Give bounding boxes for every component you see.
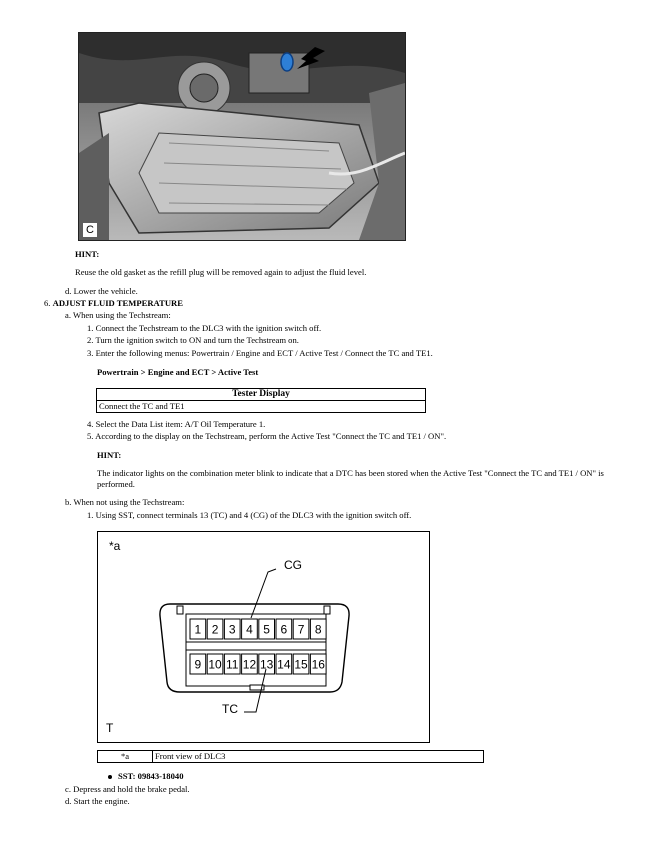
table-cell: Connect the TC and TE1: [97, 401, 426, 413]
engine-illustration: [79, 33, 405, 240]
bottom-pin-label: 16: [311, 657, 325, 672]
step-1: 1. Connect the Techstream to the DLC3 with the ignition switch off.: [87, 323, 322, 333]
engine-photo: [78, 32, 406, 241]
step-2: 2. Turn the ignition switch to ON and turn the Techstream on.: [87, 335, 299, 345]
step-lower-vehicle: d. Lower the vehicle.: [65, 286, 138, 296]
hint-text-2-line1: The indicator lights on the combination meter blink to indicate that a DTC has been stored when the Active Test "Connect the TC and TE1 / ON" is: [97, 468, 604, 478]
cg-label: CG: [284, 558, 302, 572]
step-brake: c. Depress and hold the brake pedal.: [65, 784, 190, 794]
caption-value: Front view of DLC3: [153, 751, 484, 763]
diagram-corner-letter: T: [106, 721, 114, 735]
photo-label: C: [83, 223, 97, 237]
top-pin-label: 5: [263, 622, 270, 637]
dlc3-diagram: [97, 531, 430, 743]
tester-display-table: [96, 388, 426, 413]
tc-label: TC: [222, 702, 238, 716]
bottom-pin-label: 15: [294, 657, 308, 672]
diagram-corner-label: *a: [109, 539, 121, 553]
step-start-engine: d. Start the engine.: [65, 796, 130, 806]
connector-tab: [177, 606, 183, 614]
hint-label-2: HINT:: [97, 450, 122, 460]
top-pin-label: 3: [228, 622, 236, 637]
step-4: 4. Select the Data List item: A/T Oil Temperature 1.: [87, 419, 266, 429]
connector-divider: [186, 642, 326, 650]
caption-table: [97, 750, 484, 763]
bottom-pin-label: 9: [194, 657, 202, 672]
step-5: 5. According to the display on the Techstream, perform the Active Test "Connect the TC and TE1 / ON".: [87, 431, 447, 441]
top-pin-label: 1: [194, 622, 202, 637]
menu-path: Powertrain > Engine and ECT > Active Test: [97, 367, 259, 377]
bottom-pin-label: 10: [208, 657, 222, 672]
connector-tab: [324, 606, 330, 614]
hint-text: Reuse the old gasket as the refill plug will be removed again to adjust the fluid level.: [75, 267, 367, 277]
sst-item: [108, 772, 184, 782]
bullet-icon: [108, 775, 112, 779]
step-b1: 1. Using SST, connect terminals 13 (TC) and 4 (CG) of the DLC3 with the ignition switch off.: [87, 510, 412, 520]
substep-b-label: b. When not using the Techstream:: [65, 497, 185, 507]
top-pin-label: 2: [211, 622, 219, 637]
top-pin-label: 8: [314, 622, 322, 637]
connector-drawing: [98, 532, 429, 742]
hint-label: HINT:: [75, 249, 100, 259]
top-pin-label: 7: [297, 622, 305, 637]
sst-text: SST: 09843-18040: [118, 771, 184, 781]
section-heading: [44, 299, 183, 309]
top-pin-label: 6: [280, 622, 288, 637]
caption-key: *a: [98, 751, 153, 763]
bottom-pin-label: 13: [259, 657, 274, 672]
section-title: ADJUST FLUID TEMPERATURE: [52, 298, 183, 308]
refill-plug-marker: [281, 53, 293, 71]
substep-a-label: a. When using the Techstream:: [65, 310, 171, 320]
bottom-pin-label: 14: [277, 657, 291, 672]
bottom-pin-label: 11: [226, 657, 239, 672]
top-pin-label: 4: [246, 622, 253, 637]
section-number: 6.: [44, 298, 51, 308]
bottom-pin-label: 12: [242, 657, 257, 672]
step-3: 3. Enter the following menus: Powertrain / Engine and ECT / Active Test / Connect the TC and TE1.: [87, 348, 433, 358]
hint-text-2-line2: performed.: [97, 479, 135, 489]
table-header: Tester Display: [97, 389, 426, 401]
